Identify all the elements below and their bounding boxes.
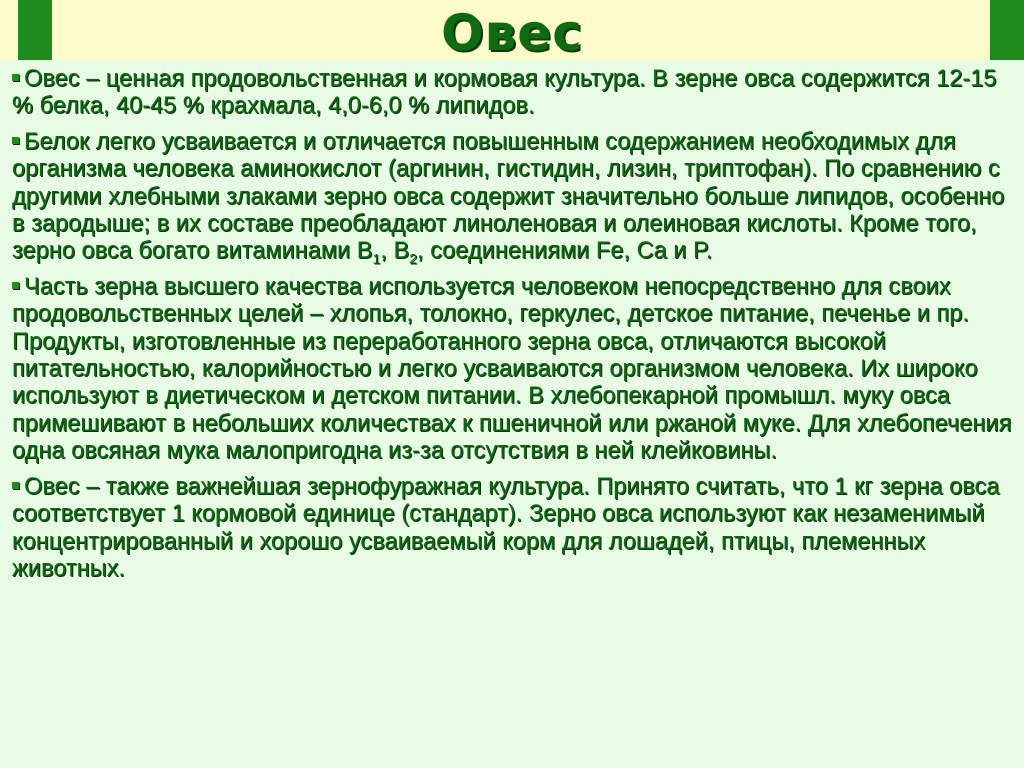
- slide-title: Овес: [441, 4, 583, 62]
- paragraph-2-text-mid: , В: [380, 238, 410, 265]
- square-bullet-icon: [12, 282, 19, 289]
- paragraph-2: [12, 129, 1014, 266]
- paragraph-1-text: Овес – ценная продовольственная и кормовая культура. В зерне овса содержится 12-15 % белка, 40-45 % крахмала, 4,0-6,0 % липидов.: [12, 66, 997, 120]
- paragraph-1: [12, 66, 1014, 121]
- paragraph-3-text: Часть зерна высшего качества используется человеком непосредственно для своих продовольственных целей – хлопья, толокно, геркулес, детское питание, печенье и пр. Продукты, изготовленные из переработанного зерна овса, отличаются высокой питательностью, калорийностью и легко усваиваются организмом человека. Их широко используют в диетическом и детском питании. В хлебопекарной промышл. муку овса примешивают в небольших количествах к пшеничной или ржаной муке. Для хлебопечения одна овсяная мука малопригодна из-за отсутствия в ней клейковины.: [12, 273, 1012, 465]
- square-bullet-icon: [12, 482, 19, 489]
- subscript-2: 2: [409, 251, 417, 268]
- square-bullet-icon: [12, 137, 19, 144]
- paragraph-2-text-before: Белок легко усваивается и отличается повышенным содержанием необходимых для организма человека аминокислот (аргинин, гистидин, лизин, триптофан). По сравнению с другими хлебными злаками зерно овса содержит значительно больше липидов, особенно в зародыше; в их составе преобладают линоленовая и олеиновая кислоты. Кроме того, зерно овса богато витаминами В: [12, 128, 1005, 265]
- slide-content: [12, 66, 1014, 591]
- paragraph-4: [12, 474, 1014, 584]
- square-bullet-icon: [12, 74, 19, 81]
- paragraph-4-text: Овес – также важнейшая зернофуражная культура. Принято считать, что 1 кг зерна овса соответствует 1 кормовой единице (стандарт). Зерно овса используют как незаменимый концентрированный и хорошо усваиваемый корм для лошадей, птицы, племенных животных.: [12, 473, 1000, 582]
- subscript-1: 1: [372, 251, 381, 268]
- paragraph-2-text-after: , соединениями Fe, Ca и P.: [416, 238, 713, 265]
- paragraph-3: [12, 274, 1014, 466]
